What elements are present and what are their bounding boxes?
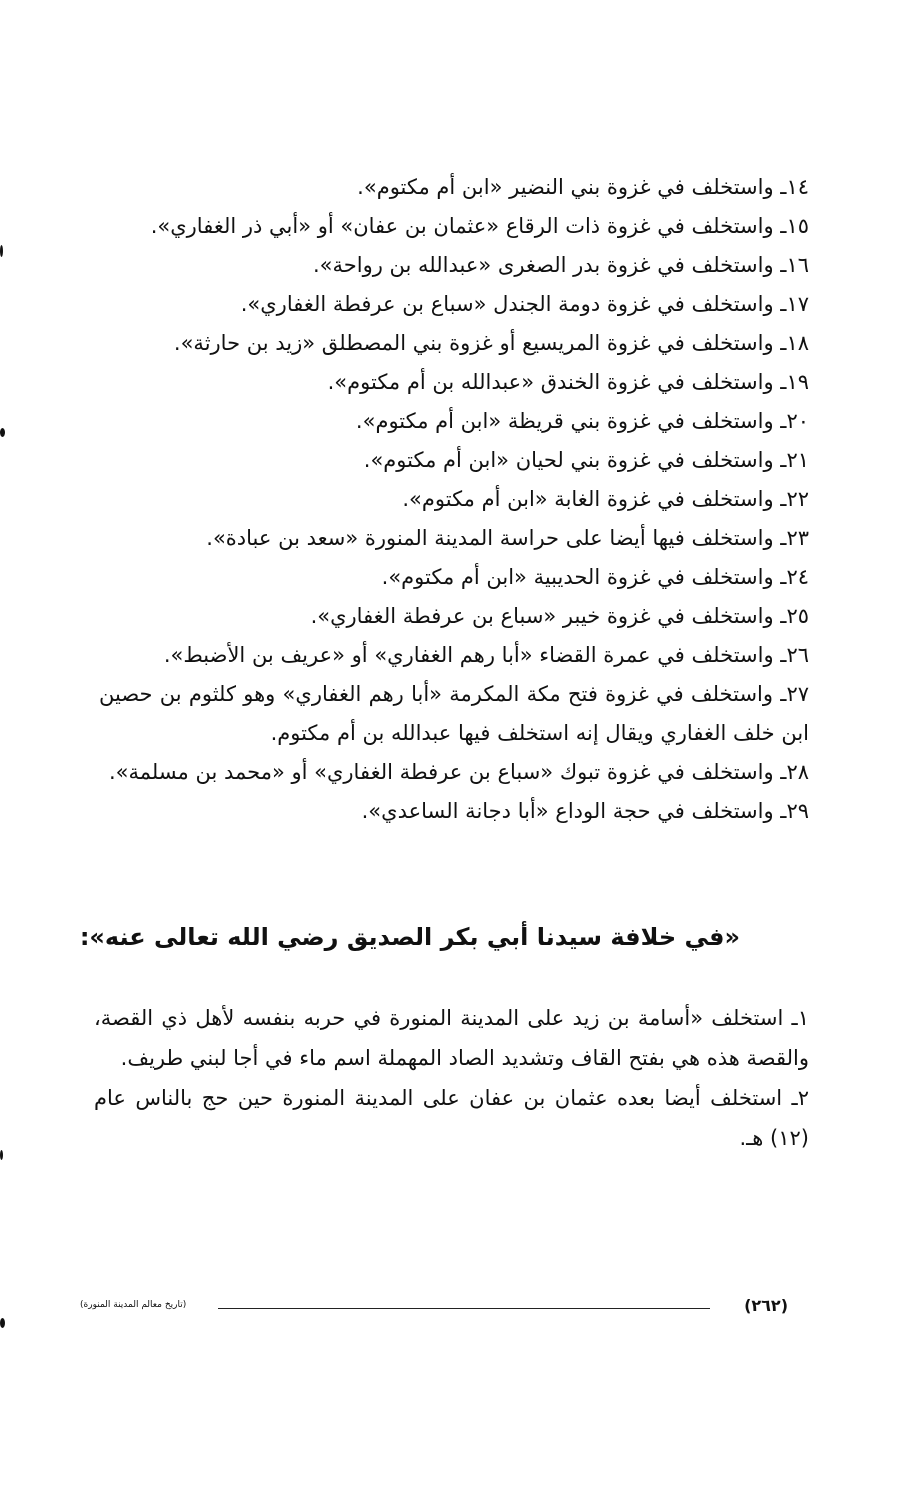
list-item: ٢١ـ واستخلف في غزوة بني لحيان «ابن أم مكتوم».: [363, 448, 809, 472]
list-item: ١٤ـ واستخلف في غزوة بني النضير «ابن أم مكتوم».: [357, 175, 809, 199]
footer-rule: [218, 1308, 710, 1309]
list-item: ٢٥ـ واستخلف في غزوة خيبر «سباع بن عرفطة الغفاري».: [310, 604, 809, 628]
list-item: ٢٩ـ واستخلف في حجة الوداع «أبا دجانة الساعدي».: [361, 799, 809, 823]
list-item: ٢٤ـ واستخلف في غزوة الحديبية «ابن أم مكتوم».: [381, 565, 809, 589]
list-item: ٢٨ـ واستخلف في غزوة تبوك «سباع بن عرفطة الغفاري» أو «محمد بن مسلمة».: [108, 760, 809, 784]
edge-mark: [0, 245, 3, 257]
list-item: ٢٦ـ واستخلف في عمرة القضاء «أبا رهم الغفاري» أو «عريف بن الأضبط».: [163, 643, 809, 667]
list-item: ٢٠ـ واستخلف في غزوة بني قريظة «ابن أم مكتوم».: [355, 409, 809, 433]
page-footer: [80, 1296, 788, 1322]
list-item: ١٦ـ واستخلف في غزوة بدر الصغرى «عبدالله بن رواحة».: [312, 253, 809, 277]
first-list: [99, 168, 809, 831]
edge-mark: [0, 428, 5, 437]
second-list: [94, 998, 809, 1158]
list-item: ٢٣ـ واستخلف فيها أيضا على حراسة المدينة المنورة «سعد بن عبادة».: [206, 526, 809, 550]
list-item: ١٩ـ واستخلف في غزوة الخندق «عبدالله بن أم مكتوم».: [327, 370, 809, 394]
list-item: ٢ـ استخلف أيضا بعده عثمان بن عفان على المدينة المنورة حين حج بالناس عام (١٢) هـ.: [94, 1086, 809, 1150]
edge-mark: [0, 1318, 5, 1328]
edge-mark: [0, 1150, 3, 1160]
list-item: ١٧ـ واستخلف في غزوة دومة الجندل «سباع بن عرفطة الغفاري».: [240, 292, 809, 316]
list-item: ٢٢ـ واستخلف في غزوة الغابة «ابن أم مكتوم».: [402, 487, 809, 511]
list-item: ١٨ـ واستخلف في غزوة المريسيع أو غزوة بني المصطلق «زيد بن حارثة».: [173, 331, 809, 355]
list-item: ٢٧ـ واستخلف في غزوة فتح مكة المكرمة «أبا رهم الغفاري» وهو كلثوم بن حصين ابن خلف الغفاري ويقال إنه استخلف فيها عبدالله بن أم مكتوم.: [99, 682, 809, 745]
page-number: (٢٦٢): [744, 1296, 788, 1315]
list-item: ١٥ـ واستخلف في غزوة ذات الرقاع «عثمان بن عفان» أو «أبي ذر الغفاري».: [150, 214, 809, 238]
list-item: ١ـ استخلف «أسامة بن زيد على المدينة المنورة في حربه بنفسه لأهل ذي القصة، والقصة هذه هي بفتح القاف وتشديد الصاد المهملة اسم ماء في أجا لبني طريف.: [94, 1006, 809, 1070]
book-title: (تاريخ معالم المدينة المنورة): [80, 1300, 187, 1310]
section-heading: «في خلافة سيدنا أبي بكر الصديق رضي الله تعالى عنه»:: [79, 923, 740, 951]
